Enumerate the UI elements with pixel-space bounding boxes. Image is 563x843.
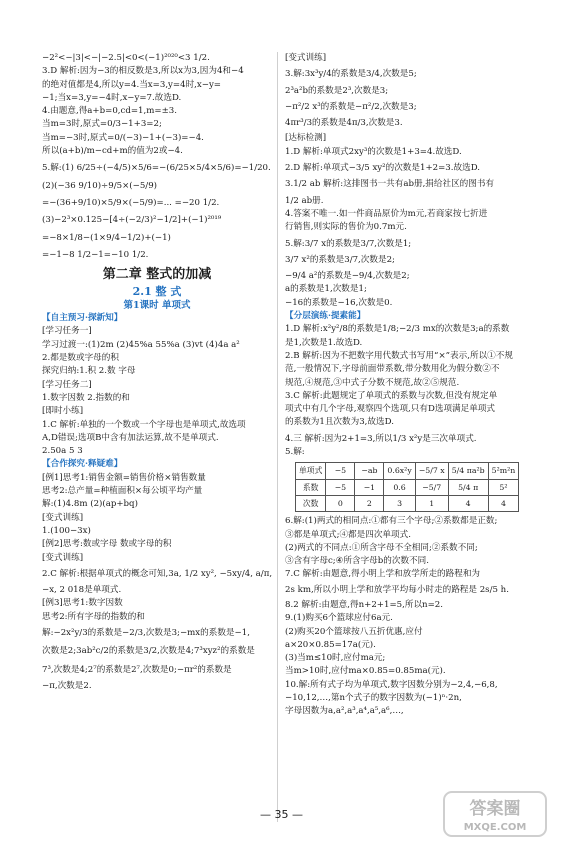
table-cell: −1 (355, 479, 384, 495)
text-line: [例1]思考1:销售金额=销售价格×销售数量 (42, 472, 206, 483)
text-line: a×20×0.85=17a(元). (285, 639, 376, 650)
text-line: [例3]思考1:数字因数 (42, 598, 123, 609)
text-line: 思考2:总产量=种植面积×每公顷平均产量 (42, 486, 203, 497)
text-line: [变式训练] (285, 53, 327, 63)
text-line: 探究归纳:1.积 2.数 字母 (42, 366, 136, 377)
text-line: 字母因数为a,a²,a³,a⁴,a⁵,a⁶,…, (285, 706, 404, 717)
left-answers-top (42, 52, 272, 262)
text-line: 5.解: (285, 447, 305, 458)
text-line: 1.D 解析:单项式2xy³的次数是1+3=4.故选D. (285, 146, 462, 157)
text-line: =−(36+9/10)×5/9×(−5/9)=... =−20 1/2. (42, 197, 220, 208)
text-line: −16的系数是−16,次数是0. (285, 297, 393, 308)
page-number: — 35 — (260, 808, 303, 821)
table-cell: 5² (488, 479, 519, 495)
text-line: 学习过渡一:(1)2m (2)45%a 55%a (3)vt (4)4a a² (42, 339, 240, 350)
text-line: (2)(−36 9/10)÷9/5×(−5/9) (42, 180, 158, 191)
text-line: (2)购买20个篮球按八五折优惠,应付 (285, 626, 423, 637)
text-line: 2³a²b的系数是2³,次数是3; (285, 85, 389, 96)
table-cell: 3 (384, 495, 415, 511)
table-cell: 4 (488, 495, 519, 511)
text-line: −x, 2 018是单项式. (42, 585, 122, 596)
text-line: 4.答案不唯一.如一件商品原价为m元,若商家按七折进 (285, 208, 488, 219)
section-header: [达标检测] (285, 133, 327, 144)
text-line: [例2]思考:数或字母 数或字母的积 (42, 539, 172, 550)
text-line: 6.解:(1)两式的相同点:①都有三个字母;②系数都是正数; (285, 516, 498, 527)
table-cell: 0 (326, 495, 355, 511)
text-line: 的绝对值都是4,所以y=4.当x=3,y=4时,x−y= (42, 79, 221, 90)
text-line: −1;当x=3,y=−4时,x−y=7.故选D. (42, 92, 182, 103)
lesson-title: 第1课时 单项式 (123, 300, 191, 312)
text-line: 10.解:所有式子均为单项式,数字因数分别为−2,4,−6,8, (285, 679, 498, 690)
text-line: 1.C 解析:单独的一个数或一个字母也是单项式,故选项 (42, 419, 246, 430)
text-line: 范,一般情况下,字母前面带系数,带分数用化为假分数②不 (285, 364, 500, 375)
site-watermark (440, 790, 550, 838)
text-line: 1.数字因数 2.指数的和 (42, 392, 130, 403)
right-column (285, 52, 527, 719)
text-line: 2.D 解析:单项式−3/5 xy²的次数是1+2=3.故选D. (285, 163, 481, 174)
text-line: 1.(100−3x) (42, 525, 91, 536)
text-line: −π,次数是2. (42, 680, 92, 691)
text-line: [变式训练] (42, 512, 84, 523)
text-line: [即时小练] (42, 406, 84, 417)
text-line: ③含有字母c;④所含字母b的次数不同. (285, 556, 429, 567)
text-line: =−1−8 1/2−1=−10 1/2. (42, 249, 149, 260)
text-line: 项式中有几个字母,观察四个选项,只有D选项满足单项式 (285, 404, 496, 415)
table-cell: −5 (326, 463, 355, 479)
table-cell: −5/7 (415, 479, 448, 495)
text-line: 3.解:3x³y/4的系数是3/4,次数是5; (285, 69, 417, 80)
text-line: 4πr³/3的系数是4π/3,次数是3. (285, 118, 403, 129)
section-header: 【合作探究·释疑难】 (42, 459, 123, 470)
text-line: 解:(1)4.8m (2)(ap+bq) (42, 499, 138, 510)
table-cell: 5²m²n (488, 463, 519, 479)
chapter-title: 第二章 整式的加减 (102, 267, 212, 283)
table-cell: 单项式 (296, 463, 326, 479)
text-line: 4.由题意,得a+b=0,cd=1,m=±3. (42, 106, 177, 117)
text-line: −2²<−|3|<−|−2.5|<0<(−1)²⁰²⁰<3 1/2. (42, 53, 210, 63)
text-line: a的系数是1,次数是1; (285, 284, 367, 295)
table-cell: 2 (355, 495, 384, 511)
table-cell: −5 (326, 479, 355, 495)
text-line: 2.都是数或字母的积 (42, 353, 119, 364)
text-line: 当m=−3时,原式=0/(−3)−1+(−3)=−4. (42, 132, 204, 143)
text-line: 2s km,所以小明上学和放学平均每小时走的路程是 2s/5 h. (285, 584, 509, 595)
text-line: A,D错误;选项B中含有加法运算,故不是单项式. (42, 432, 219, 443)
text-line: [变式训练] (42, 552, 84, 563)
table-row (296, 479, 519, 495)
text-line: 7.C 解析:由题意,得小明上学和放学所走的路程和为 (285, 569, 481, 580)
text-line: 5.解:(1) 6/25÷(−4/5)×5/6=−(6/25×5/4×5/6)=−1/20. (42, 163, 271, 174)
table-row (296, 495, 519, 511)
text-line: 3.D 解析:因为−3的相反数是3,所以x为3,因为4和−4 (42, 66, 244, 77)
table-cell: −ab (355, 463, 384, 479)
text-line: 1.D 解析:x²y²/8的系数是1/8;−2/3 mx的次数是3;a的系数 (285, 324, 510, 335)
section-header: 【分层演练·提素能】 (285, 311, 366, 322)
text-line: 3.1/2 ab 解析:这排图书一共有ab册,捐给社区的图书有 (285, 179, 495, 190)
table-cell: 5/4 π (448, 479, 488, 495)
table-row (296, 463, 519, 479)
text-line: 8.2 解析:由题意,得n+2+1=5,所以n=2. (285, 599, 443, 610)
left-column (42, 52, 272, 693)
text-line: 9.(1)购买6个篮球应付6a元. (285, 613, 393, 624)
text-line: 所以(a+b)/m−cd+m的值为2或−4. (42, 146, 183, 157)
section-header: 【自主预习·探新知】 (42, 313, 123, 324)
text-line: 4.三 解析:因为2+1=3,所以1/3 x²y是三次单项式. (285, 433, 477, 444)
text-line: [学习任务一] (42, 326, 92, 337)
text-line: 3.C 解析:此题规定了单项式的系数与次数,但没有规定单 (285, 390, 498, 401)
table-cell: 0.6 (384, 479, 415, 495)
text-line: 1/2 ab册. (285, 195, 324, 206)
text-line: 当m=3时,原式=0/3−1+3=2; (42, 119, 162, 130)
text-line: 2.50a 5 3 (42, 446, 83, 457)
text-line: 行销售,则实际的售价为0.7m元. (285, 222, 407, 233)
text-line: [学习任务二] (42, 379, 92, 390)
text-line: 次数是2;3ab²c/2的系数是3/2,次数是4;7³xyz²的系数是 (42, 646, 255, 657)
table-cell: 0.6x²y (384, 463, 415, 479)
text-line: ③都是单项式;④都是四次单项式. (285, 529, 411, 540)
text-line: (3)当m≤10时,应付ma元; (285, 653, 386, 664)
table-cell: 4 (448, 495, 488, 511)
text-line: 的系数为1且次数为3,故选D. (285, 417, 394, 428)
monomial-table (295, 462, 519, 512)
text-line: (3)−2³×0.125−[4÷(−2/3)²−1/2]+(−1)²⁰¹⁹ (42, 215, 222, 226)
text-line: =−8×1/8−(1×9/4−1/2)+(−1) (42, 232, 171, 243)
text-line: 3/7 x²的系数是3/7,次数是2; (285, 254, 395, 265)
text-line: 规范,④规范,③中式子分数不规范,故②⑤规范. (285, 377, 460, 388)
column-divider (277, 52, 278, 822)
text-line: −π²/2 x³的系数是−π²/2,次数是3; (285, 101, 417, 112)
text-line: 当m>10时,应付ma×0.85=0.85ma(元). (285, 666, 446, 677)
text-line: 2.B 解析:因为不把数字用代数式书写用“×”表示,所以①不规 (285, 350, 513, 361)
section-title: 2.1 整 式 (132, 285, 182, 299)
text-line: 是1,次数是1.故选D. (285, 337, 363, 348)
table-cell: −5/7 x (415, 463, 448, 479)
text-line: (2)两式的不同点:①所含字母不全相同;②系数不同; (285, 542, 478, 553)
text-line: −10,12,…,第n个式子的数字因数为(−1)ⁿ·2n, (285, 693, 462, 704)
text-line: 思考2:所有字母的指数的和 (42, 611, 145, 622)
text-line: 2.C 解析:根据单项式的概念可知,3a, 1/2 xy², −5xy/4, a/π, (42, 568, 272, 579)
table-cell: 系数 (296, 479, 326, 495)
text-line: −9/4 a²的系数是−9/4,次数是2; (285, 271, 410, 282)
text-line: 5.解:3/7 x的系数是3/7,次数是1; (285, 238, 412, 249)
table-cell: 1 (415, 495, 448, 511)
watermark-line-1: 答案圈 (469, 799, 521, 819)
watermark-line-2: MXQE.COM (463, 822, 527, 833)
text-line: 解:−2x²y/3的系数是−2/3,次数是3;−mx的系数是−1, (42, 627, 250, 638)
table-cell: 次数 (296, 495, 326, 511)
text-line: 7³,次数是4;2⁷的系数是2⁷,次数是0;−πr²的系数是 (42, 664, 232, 675)
table-cell: 5/4 πa²b (448, 463, 488, 479)
